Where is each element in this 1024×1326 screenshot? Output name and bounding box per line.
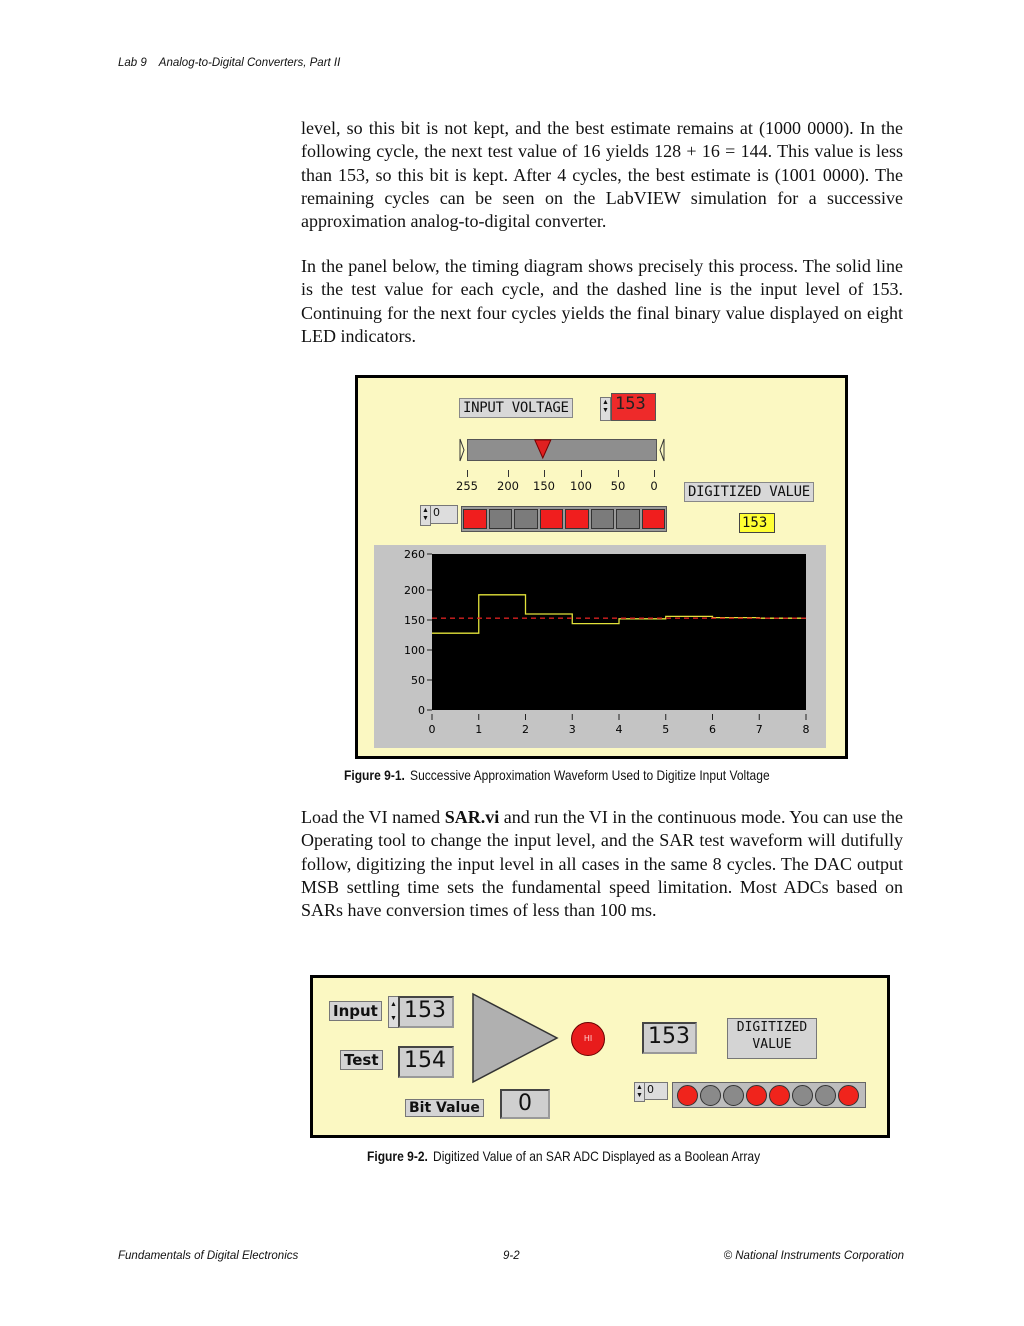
input-label: Input xyxy=(329,1001,382,1021)
bit-value-label: Bit Value xyxy=(405,1099,484,1117)
led-array xyxy=(461,506,667,532)
digitized-value-label: DIGITIZED VALUE xyxy=(684,482,814,502)
x-tick-label: 5 xyxy=(662,723,670,736)
figure-9-2-panel xyxy=(310,975,890,1138)
header-title: Analog-to-Digital Converters, Part II xyxy=(158,57,341,69)
footer-copyright: © National Instruments Corporation xyxy=(723,1250,904,1262)
caption-text: Digitized Value of an SAR ADC Displayed as a Boolean Array xyxy=(433,1148,761,1164)
y-tick-label: 0 xyxy=(418,704,425,717)
boolean-led[interactable] xyxy=(677,1085,698,1106)
bool-array-index-field[interactable]: 0 xyxy=(644,1082,668,1100)
slider-tick-label: 100 xyxy=(570,479,592,493)
input-voltage-spinner[interactable]: ▲ ▼ xyxy=(600,397,611,421)
caption-number: Figure 9-2. xyxy=(367,1148,428,1164)
digitized-value-field: 153 xyxy=(739,513,775,533)
figure-9-1-caption xyxy=(344,767,770,783)
x-tick-label: 8 xyxy=(802,723,810,736)
test-label: Test xyxy=(340,1050,383,1070)
array-index-field[interactable]: 0 xyxy=(430,505,458,524)
x-tick-label: 6 xyxy=(709,723,716,736)
figure-9-2-caption xyxy=(367,1148,760,1164)
comparator-triangle xyxy=(471,992,561,1084)
led-indicator[interactable] xyxy=(642,509,666,529)
input-voltage-label: INPUT VOLTAGE xyxy=(459,398,573,418)
array-index-spinner[interactable]: ▲ ▼ xyxy=(420,505,431,526)
boolean-led[interactable] xyxy=(769,1085,790,1106)
led-indicator[interactable] xyxy=(616,509,640,529)
input-spinner[interactable]: ▲ ▼ xyxy=(388,996,399,1028)
digitized-value-display: 153 xyxy=(642,1022,697,1054)
comparator-led: HI xyxy=(571,1022,605,1056)
paragraph-1: level, so this bit is not kept, and the best estimate remains at (1000 0000). In the following cycle, the next test value of 16 yields 128 + 16 = 144. This value is less than 153, so this bit is kept. After 4 cycles, the best estimate is (1001 0000). The remaining cycles can be seen on the LabVIEW simulation for a successive approximation analog-to-digital converter. xyxy=(301,118,903,232)
plot-area xyxy=(432,554,806,710)
y-tick-label: 260 xyxy=(404,548,425,561)
led-indicator[interactable] xyxy=(463,509,487,529)
led-indicator[interactable] xyxy=(489,509,513,529)
boolean-array xyxy=(672,1082,866,1108)
boolean-led[interactable] xyxy=(838,1085,859,1106)
x-tick-label: 7 xyxy=(755,723,763,736)
y-tick-label: 200 xyxy=(404,584,425,597)
slider-tick-label: 255 xyxy=(456,479,478,493)
input-voltage-slider[interactable] xyxy=(467,439,657,461)
test-field: 154 xyxy=(398,1046,454,1078)
figure-9-1-panel xyxy=(355,375,848,759)
slider-pointer[interactable] xyxy=(535,440,551,458)
x-tick-label: 4 xyxy=(615,723,623,736)
led-indicator[interactable] xyxy=(514,509,538,529)
running-header xyxy=(118,57,352,69)
led-indicator[interactable] xyxy=(591,509,615,529)
footer-page-number: 9-2 xyxy=(503,1250,520,1262)
boolean-led[interactable] xyxy=(700,1085,721,1106)
y-tick-label: 150 xyxy=(404,614,425,627)
footer-book-title: Fundamentals of Digital Electronics xyxy=(118,1250,299,1262)
boolean-led[interactable] xyxy=(746,1085,767,1106)
boolean-led[interactable] xyxy=(815,1085,836,1106)
header-lab: Lab 9 xyxy=(118,57,147,69)
bit-value-field: 0 xyxy=(500,1089,550,1119)
slider-tick-label: 0 xyxy=(650,479,658,493)
y-tick-label: 100 xyxy=(404,644,425,657)
bool-array-index-spinner[interactable]: ▲ ▼ xyxy=(634,1082,645,1102)
slider-tick-label: 50 xyxy=(610,479,626,493)
led-indicator[interactable] xyxy=(540,509,564,529)
slider-scale xyxy=(458,470,668,494)
caption-text: Successive Approximation Waveform Used to Digitize Input Voltage xyxy=(410,767,770,783)
boolean-led[interactable] xyxy=(723,1085,744,1106)
led-indicator[interactable] xyxy=(565,509,589,529)
input-field[interactable]: 153 xyxy=(398,996,454,1028)
x-tick-label: 3 xyxy=(568,723,576,736)
slider-tick-label: 200 xyxy=(497,479,519,493)
y-tick-label: 50 xyxy=(411,674,425,687)
paragraph-3: Load the VI named SAR.vi and run the VI in the continuous mode. You can use the Operating tool to change the input level, and the SAR test waveform will dutifully follow, digitizing the input level in all cases in the same 8 cycles. The DAC output MSB settling time sets the fundamental speed limitation. Most ADCs based on SARs have conversion times of less than 100 ms. xyxy=(301,807,903,921)
digitized-value-label: DIGITIZED VALUE xyxy=(727,1018,817,1059)
x-tick-label: 1 xyxy=(475,723,483,736)
x-tick-label: 0 xyxy=(428,723,436,736)
vi-filename: SAR.vi xyxy=(444,807,500,827)
x-tick-label: 2 xyxy=(522,723,529,736)
boolean-led[interactable] xyxy=(792,1085,813,1106)
input-voltage-field[interactable]: 153 xyxy=(611,393,656,421)
waveform-graph xyxy=(374,545,826,748)
caption-number: Figure 9-1. xyxy=(344,767,405,783)
slider-tick-label: 150 xyxy=(533,479,555,493)
paragraph-2: In the panel below, the timing diagram shows precisely this process. The solid line is the test value for each cycle, and the dashed line is the input level of 153. Continuing for the next four cycles yields the final binary value displayed on eight LED indicators. xyxy=(301,256,903,346)
